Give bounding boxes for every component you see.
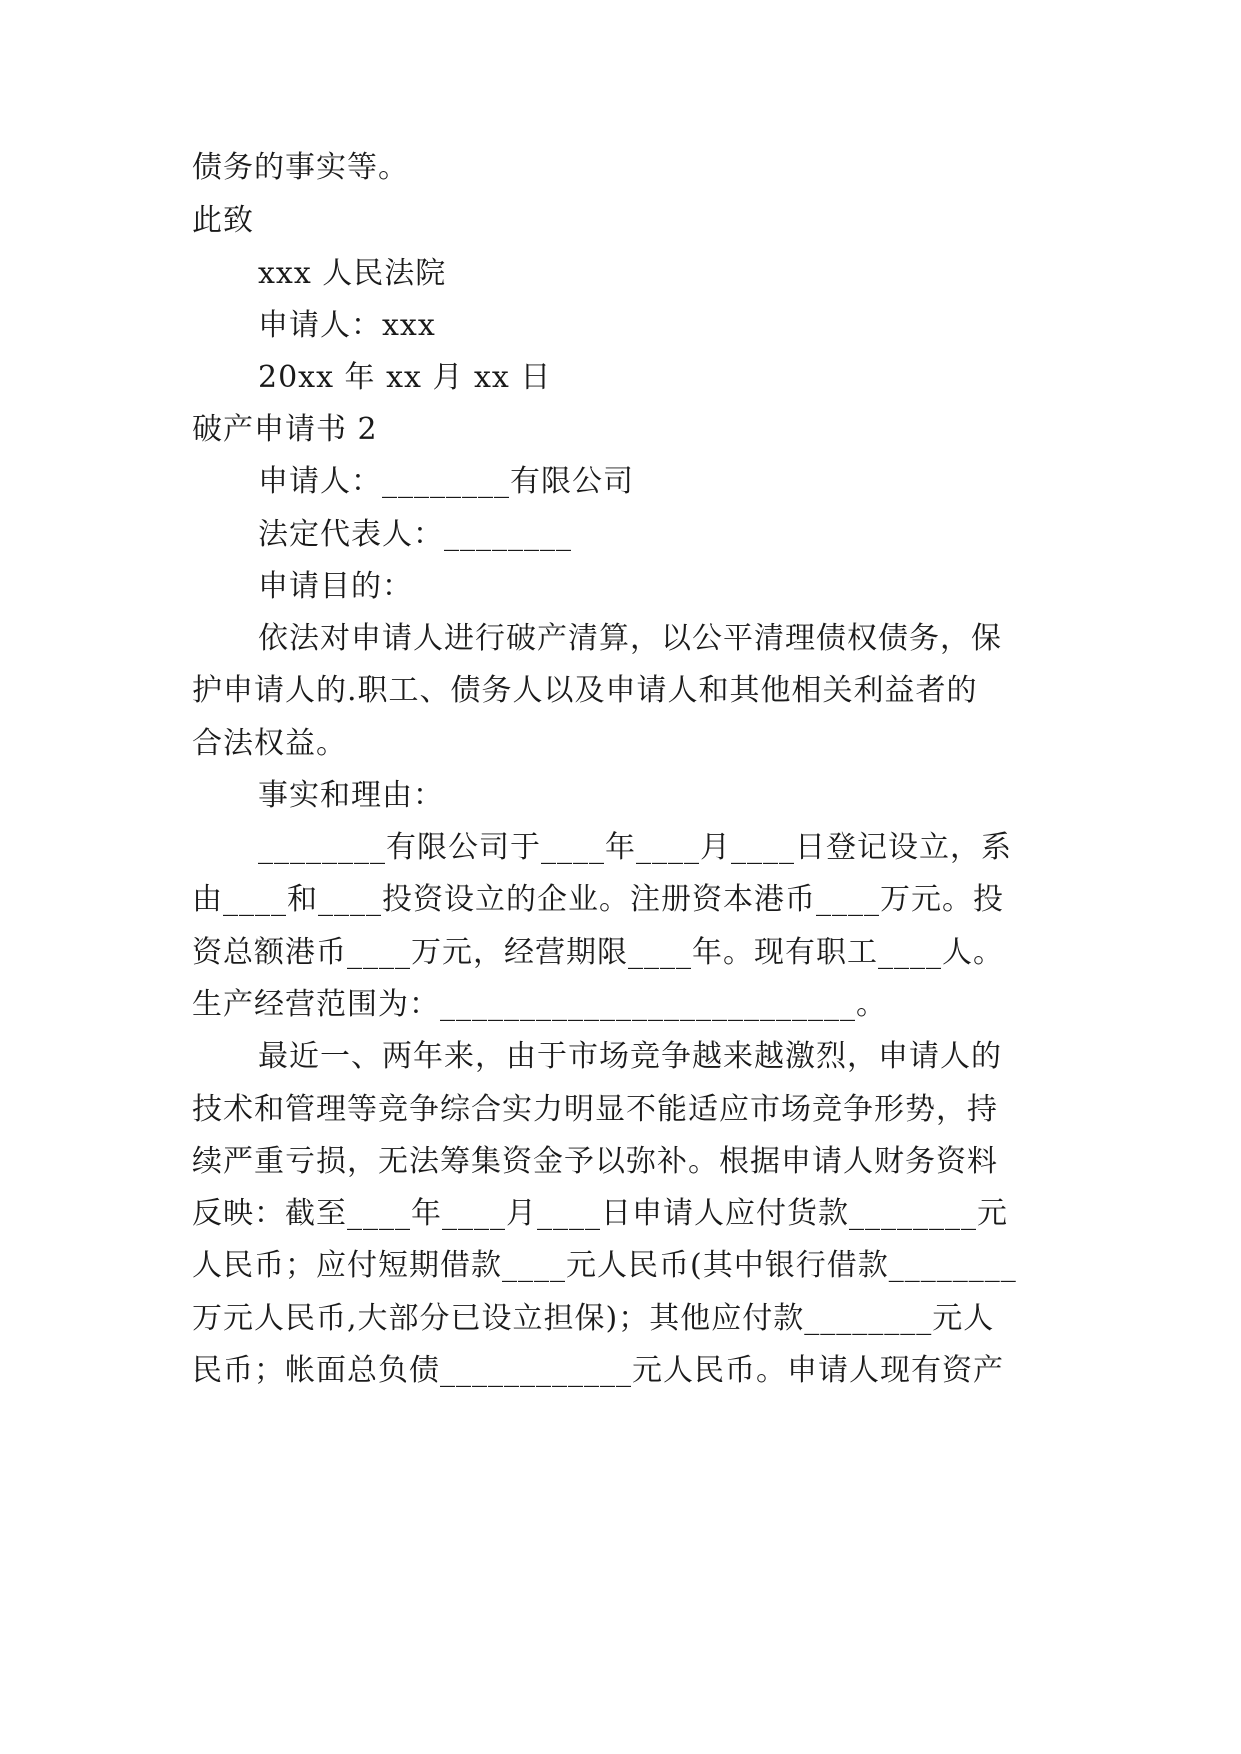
text-line: 民币；帐面总负债____________元人民币。申请人现有资产 — [192, 1353, 1004, 1388]
text-line: 法定代表人：________ — [258, 517, 572, 552]
text-line: 最近一、两年来，由于市场竞争越来越激烈，申请人的 — [258, 1039, 1002, 1074]
text-line: 生产经营范围为：__________________________。 — [192, 987, 887, 1022]
text-line: 债务的事实等。 — [192, 150, 409, 185]
text-line: 技术和管理等竞争综合实力明显不能适应市场竞争形势，持 — [192, 1092, 998, 1127]
section-heading: 破产申请书 2 — [192, 412, 378, 447]
text-line: 合法权益。 — [192, 726, 347, 761]
text-line: xxx 人民法院 — [258, 256, 447, 291]
text-line: 事实和理由： — [258, 778, 444, 813]
text-line: 护申请人的.职工、债务人以及申请人和其他相关利益者的 — [192, 673, 978, 708]
text-line: 申请人：________有限公司 — [258, 464, 634, 499]
text-line: 依法对申请人进行破产清算，以公平清理债权债务，保 — [258, 621, 1002, 656]
text-line: 反映：截至____年____月____日申请人应付货款________元 — [192, 1196, 1008, 1231]
text-line: 人民币；应付短期借款____元人民币(其中银行借款________ — [192, 1248, 1017, 1283]
text-line: 续严重亏损，无法筹集资金予以弥补。根据申请人财务资料 — [192, 1144, 998, 1179]
text-line: ________有限公司于____年____月____日登记设立，系 — [258, 830, 1012, 865]
text-line: 20xx 年 xx 月 xx 日 — [258, 360, 552, 395]
text-line: 此致 — [192, 203, 254, 238]
text-line: 资总额港币____万元，经营期限____年。现有职工____人。 — [192, 935, 1004, 970]
text-line: 由____和____投资设立的企业。注册资本港币____万元。投 — [192, 882, 1004, 917]
text-line: 申请目的： — [258, 569, 413, 604]
text-line: 申请人：xxx — [258, 308, 436, 343]
text-line: 万元人民币,大部分已设立担保)；其他应付款________元人 — [192, 1301, 995, 1336]
